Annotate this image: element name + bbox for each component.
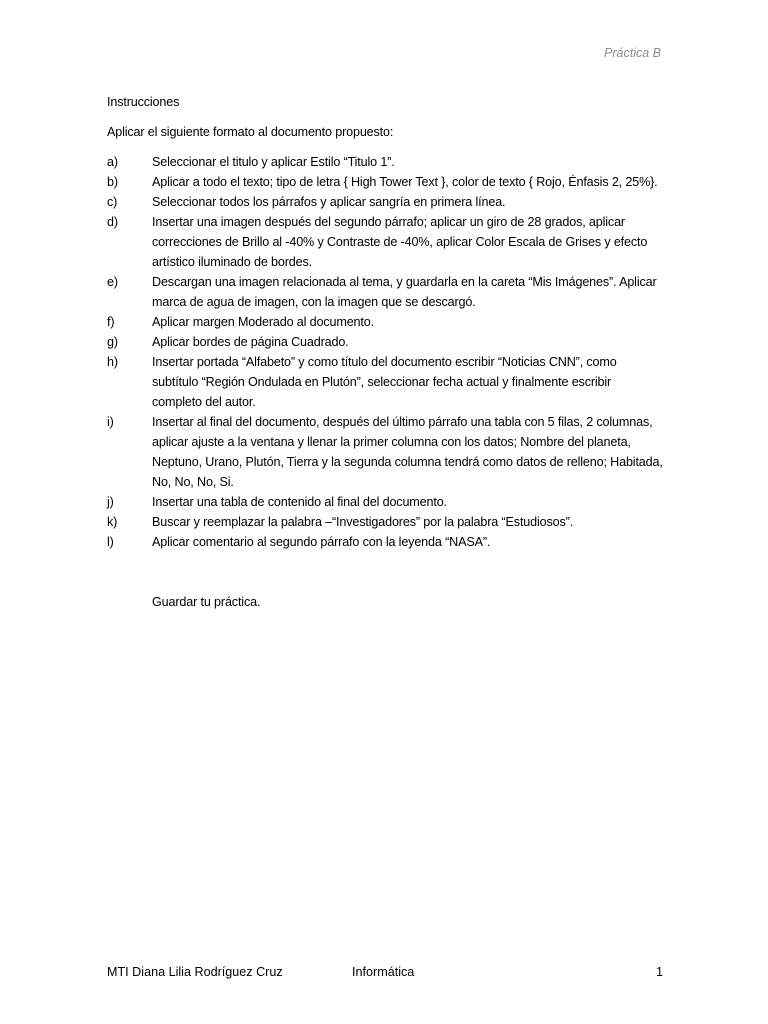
footer-subject: Informática (352, 965, 415, 979)
list-item-text: Insertar al final del documento, después del último párrafo una tabla con 5 filas, 2 columnas, aplicar ajuste a la ventana y llenar la primer columna con los datos; Nombre del planeta, Neptuno, Urano, Plutón, Tierra y la segunda columna tendrá como datos de relleno; Habitada, No, No, No, Si. (152, 415, 663, 489)
header-practice-label: Práctica B (604, 46, 661, 60)
instructions-heading: Instrucciones (107, 95, 180, 109)
list-marker: d) (107, 215, 118, 229)
list-item-text: Descargan una imagen relacionada al tema, y guardarla en la careta “Mis Imágenes”. Aplicar marca de agua de imagen, con la imagen que se descargó. (152, 275, 657, 309)
list-item (107, 492, 663, 512)
list-item (107, 512, 663, 532)
footer-author: MTI Diana Lilia Rodríguez Cruz (107, 965, 283, 979)
list-marker: f) (107, 315, 115, 329)
list-marker: e) (107, 275, 118, 289)
page-footer (107, 962, 663, 982)
list-item (107, 172, 663, 192)
list-marker: j) (107, 495, 114, 509)
list-item (107, 152, 663, 172)
list-item (107, 192, 663, 212)
list-marker: b) (107, 175, 118, 189)
list-item-text: Buscar y reemplazar la palabra –“Investigadores” por la palabra “Estudiosos”. (152, 515, 574, 529)
intro-paragraph: Aplicar el siguiente formato al documento propuesto: (107, 125, 394, 139)
list-marker: a) (107, 155, 118, 169)
list-marker: k) (107, 515, 118, 529)
list-item-text: Aplicar bordes de página Cuadrado. (152, 335, 349, 349)
list-marker: c) (107, 195, 118, 209)
list-item-text: Insertar una imagen después del segundo párrafo; aplicar un giro de 28 grados, aplicar correcciones de Brillo al -40% y Contraste de -40%, aplicar Color Escala de Grises y efecto artístico iluminado de bordes. (152, 215, 648, 269)
list-item (107, 312, 663, 332)
list-item-text: Seleccionar el titulo y aplicar Estilo “Titulo 1”. (152, 155, 395, 169)
list-item-text: Aplicar comentario al segundo párrafo con la leyenda “NASA”. (152, 535, 491, 549)
footer-page-number: 1 (655, 965, 663, 979)
list-item (107, 212, 663, 272)
list-marker: g) (107, 335, 118, 349)
list-item (107, 272, 663, 312)
list-item-text: Seleccionar todos los párrafos y aplicar sangría en primera línea. (152, 195, 506, 209)
list-marker: h) (107, 355, 118, 369)
list-item (107, 332, 663, 352)
instruction-list (107, 152, 663, 552)
list-item (107, 352, 663, 412)
list-item-text: Insertar portada “Alfabeto” y como título del documento escribir “Noticias CNN”, como subtítulo “Región Ondulada en Plutón”, seleccionar fecha actual y finalmente escribir completo del autor. (152, 355, 617, 409)
list-marker: i) (107, 415, 114, 429)
list-marker: l) (107, 535, 114, 549)
document-body (107, 92, 663, 612)
list-item-text: Insertar una tabla de contenido al final del documento. (152, 495, 447, 509)
list-item (107, 412, 663, 492)
list-item-text: Aplicar a todo el texto; tipo de letra { High Tower Text }, color de texto { Rojo, Énfasis 2, 25%}. (152, 175, 658, 189)
list-item-text: Aplicar margen Moderado al documento. (152, 315, 374, 329)
closing-instruction: Guardar tu práctica. (152, 595, 261, 609)
list-item (107, 532, 663, 552)
